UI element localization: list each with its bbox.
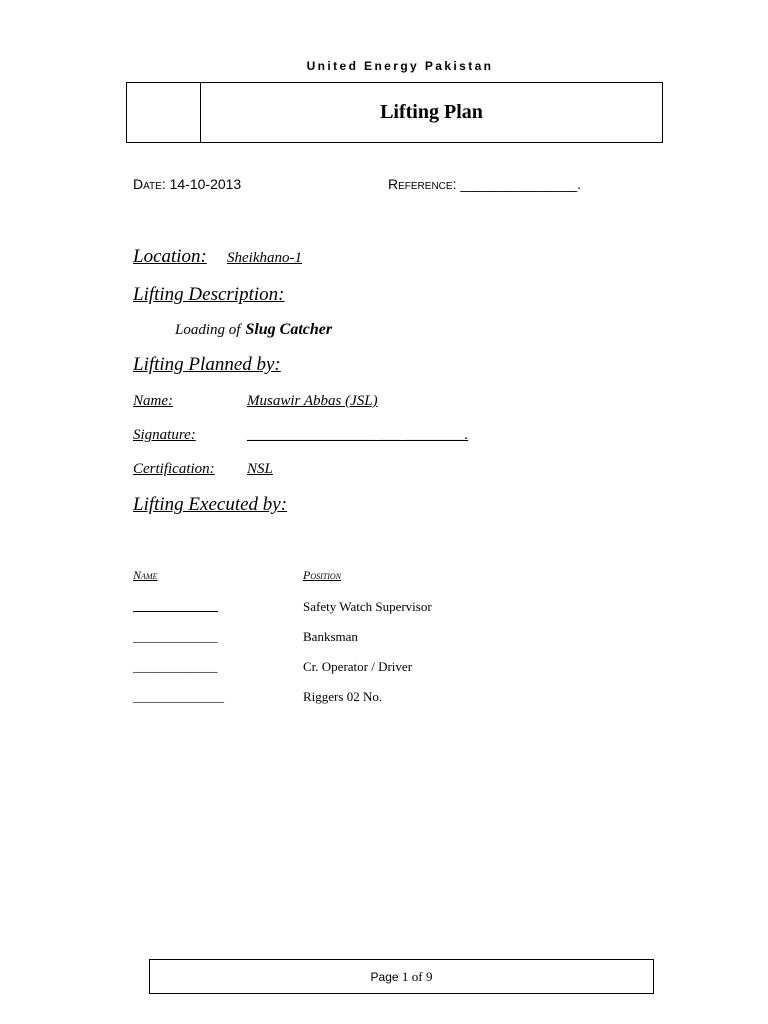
signature-label: Signature: (133, 427, 196, 443)
company-name: United Energy Pakistan (306, 59, 494, 73)
certification-value: NSL (247, 461, 273, 477)
date-label: Date: (133, 176, 166, 192)
description-item: Slug Catcher (245, 321, 333, 338)
executor-name-line (133, 611, 218, 612)
name-value: Musawir Abbas (JSL) (247, 393, 378, 409)
executed-by-heading: Lifting Executed by: (133, 494, 288, 515)
reference-line (388, 176, 581, 192)
executor-position: Safety Watch Supervisor (303, 599, 432, 614)
certification-label: Certification: (133, 461, 215, 477)
reference-label: Reference: (388, 176, 457, 192)
name-label: Name: (133, 393, 173, 409)
description-text (175, 321, 332, 339)
description-prefix: Loading of (175, 322, 241, 338)
column-name-header: Name (133, 568, 158, 582)
page-of: of (411, 968, 423, 984)
planned-by-heading: Lifting Planned by: (133, 354, 281, 375)
executor-position: Banksman (303, 629, 358, 644)
title-box (126, 82, 663, 143)
description-heading: Lifting Description: (133, 284, 285, 305)
document-title: Lifting Plan (380, 101, 483, 123)
signature-value: _________________ ___ ________. (247, 427, 469, 443)
date-line (133, 176, 241, 192)
executor-name-line: _____________ (133, 659, 218, 674)
date-value: 14-10-2013 (169, 176, 242, 192)
executor-position: Cr. Operator / Driver (303, 659, 413, 674)
executor-position: Riggers 02 No. (303, 689, 383, 704)
page-total: 9 (425, 968, 433, 984)
page-footer (149, 959, 654, 994)
executor-name-line: ______________ (133, 689, 224, 704)
reference-value: _______________. (460, 176, 582, 192)
column-position-header: Position (303, 568, 341, 582)
page-current: 1 (401, 968, 409, 984)
location-label: Location: (133, 246, 207, 267)
executor-name-line: _____________ (133, 629, 218, 644)
location-value: Sheikhano-1 (227, 250, 302, 266)
logo-cell (127, 83, 201, 142)
page-label: Page (370, 969, 399, 984)
